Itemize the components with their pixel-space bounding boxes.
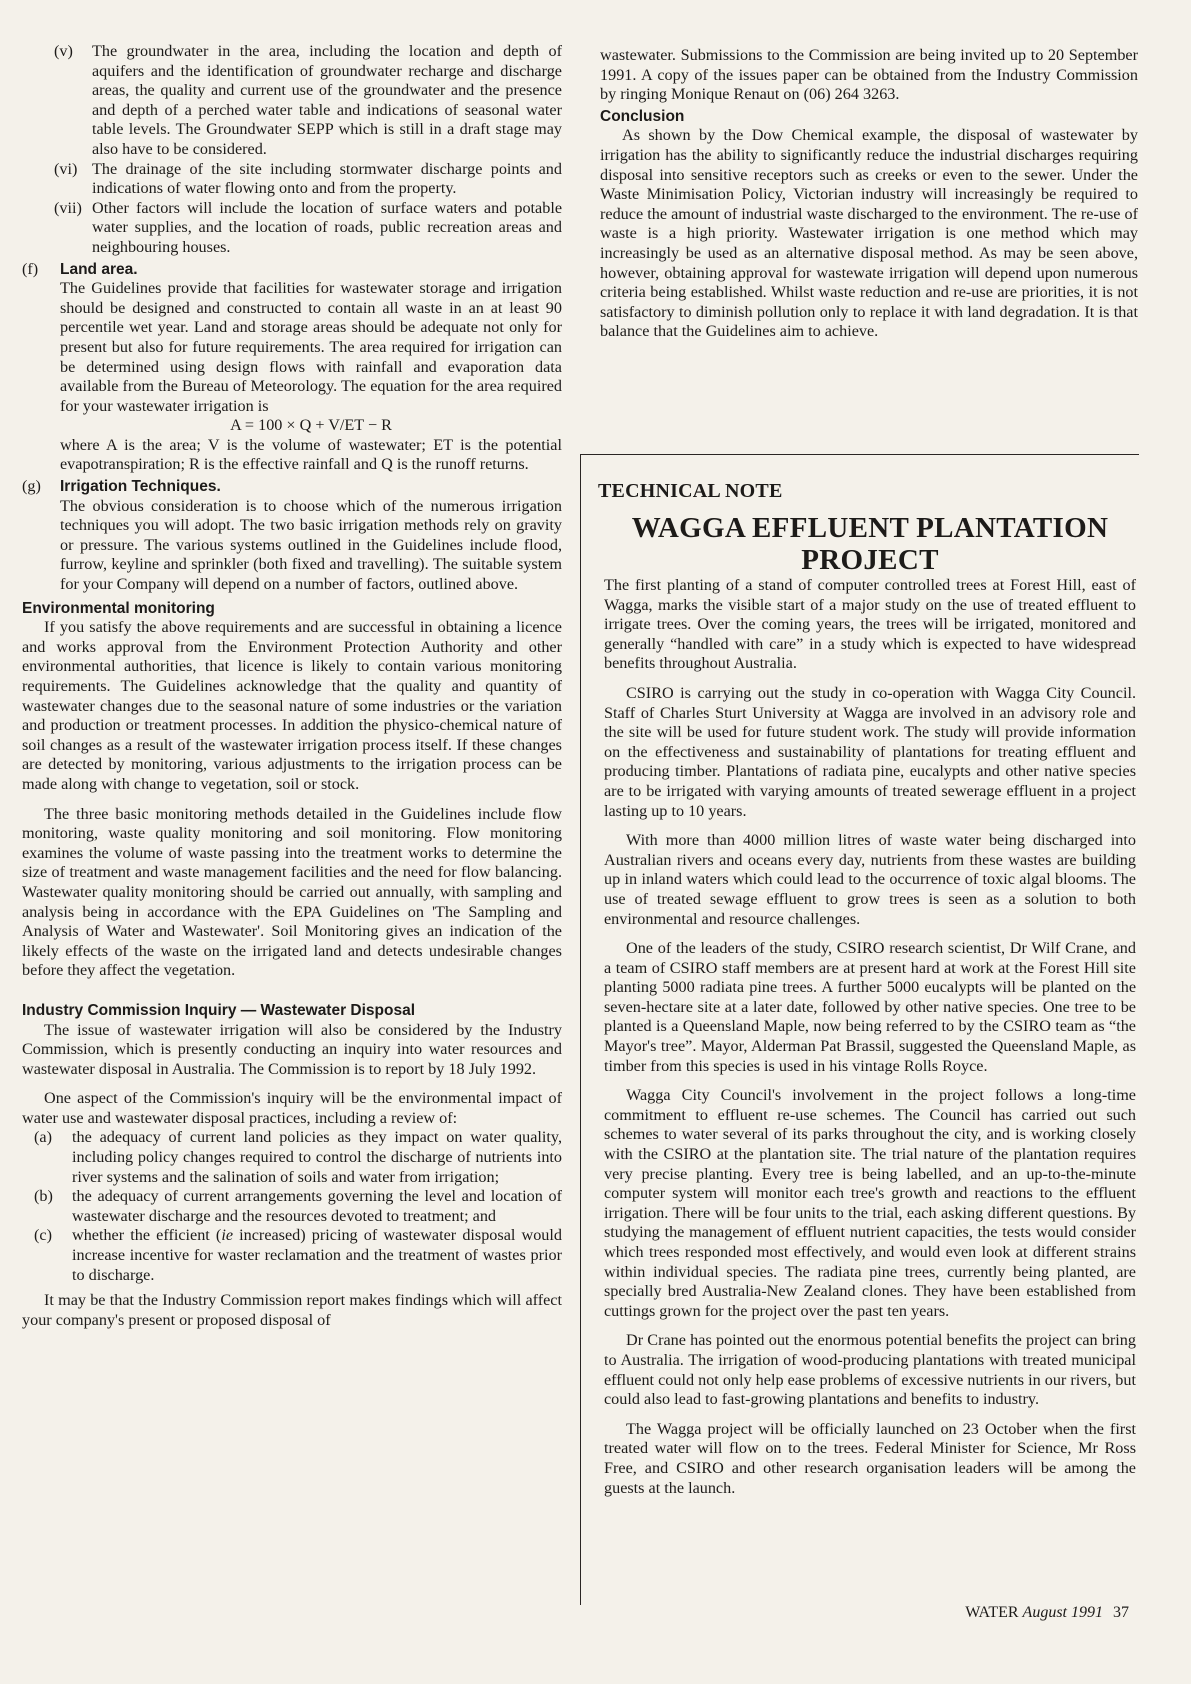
page-footer	[965, 1604, 1129, 1622]
list-text: The drainage of the site including stormwater discharge points and indications of water flowing onto and from the property.	[92, 159, 562, 198]
paragraph: The obvious consideration is to choose which of the numerous irrigation techniques you will adopt. The two basic irrigation methods rely on gravity or pressure. The various systems outlined in the Guidelines include flood, furrow, keyline and sprinkler (both fixed and travelling). The suitable system for your Company will depend on a number of factors, outlined above.	[60, 496, 562, 594]
paragraph: The Guidelines provide that facilities for wastewater storage and irrigation should be designed and constructed to contain all waste in an at least 90 percentile wet year. Land and storage areas should be adequate not only for present but also for future requirements. The area required for irrigation can be determined using design flows with rainfall and evaporation data available from the Bureau of Meteorology. The equation for the area required for your wastewater irrigation is	[60, 279, 562, 415]
technical-note-body	[604, 576, 1136, 1498]
review-item-b	[34, 1187, 562, 1226]
section-heading: Land area.	[60, 260, 138, 278]
paragraph: As shown by the Dow Chemical example, the disposal of wastewater by irrigation has the ability to significantly reduce the industrial discharges requiring disposal into sensitive receptors such as creeks or even to the sewer. Under the Waste Minimisation Policy, Victorian industry will increasingly be required to reduce the amount of industrial waste discharged to the environment. The re-use of waste is a high priority. Wastewater irrigation is one method which may increasingly be used as an alternative disposal method. As may be seen above, however, obtaining approval for wastewate irrigation will depend upon numerous criteria being established. Whilst waste reduction and re-use are priorities, it is not satisfactory to diminish pollution only to replace it with land degradation. It is that balance that the Guidelines aim to achieve.	[600, 126, 1138, 341]
review-item-c	[34, 1226, 562, 1285]
list-text: the adequacy of current arrangements governing the level and location of wastewater discharge and the resources devoted to treatment; and	[72, 1187, 562, 1225]
paragraph: One aspect of the Commission's inquiry will be the environmental impact of water use and wastewater disposal practices, including a review of:	[22, 1089, 562, 1127]
paragraph: If you satisfy the above requirements and are successful in obtaining a licence and works approval from the Environment Protection Authority and other environmental authorities, that licence is likely to contain various monitoring requirements. The Guidelines acknowledge that the quality and quantity of wastewater changes due to the seasonal nature of some industries or the variation and production or treatment processes. In addition the physico-chemical nature of soil changes as a result of the wastewater irrigation process itself. If these changes are detected by monitoring, various adjustments to the irrigation process can be made along with change to vegetation, soil or stock.	[22, 618, 562, 793]
paragraph: It may be that the Industry Commission report makes findings which will affect your company's present or proposed disposal of	[22, 1291, 562, 1329]
paragraph: The Wagga project will be officially launched on 23 October when the first treated water will flow on to the trees. Federal Minister for Science, Mr Ross Free, and CSIRO and other research organisation leaders will be among the guests at the launch.	[604, 1419, 1136, 1497]
list-text: the adequacy of current land policies as they impact on water quality, including policy changes required to control the discharge of nutrients into river systems and the salination of soils and water from irrigation;	[72, 1128, 562, 1186]
list-number: (vii)	[54, 198, 82, 217]
list-item-v	[54, 42, 562, 160]
conclusion-heading: Conclusion	[600, 107, 685, 125]
paragraph: One of the leaders of the study, CSIRO research scientist, Dr Wilf Crane, and a team of CSIRO staff members are at present hard at work at the Forest Hill site planting 5000 radiata pine trees. A further 5000 eucalypts will be planted on the seven-hectare site at a later date, followed by other native species. One tree to be planted is a Queensland Maple, now being referred to by the CSIRO team as “the Mayor's tree”. Mayor, Alderman Pat Brassil, suggested the Queensland Maple, as timber from this species is used in his vintage Rolls Royce.	[604, 939, 1136, 1075]
issue-date: August 1991	[1022, 1604, 1103, 1621]
article-title: WAGGA EFFLUENT PLANTATION PROJECT	[631, 512, 1109, 576]
list-item-vii	[54, 199, 562, 258]
paragraph: The first planting of a stand of computer controlled trees at Forest Hill, east of Wagga, marks the visible start of a major study on the use of treated effluent to irrigate trees. Over the coming years, the trees will be irrigated, monitored and generally “handled with care” in a study which is expected to have widespread benefits throughout Australia.	[604, 576, 1136, 673]
list-number: (vi)	[54, 159, 78, 178]
technical-note-label: TECHNICAL NOTE	[598, 480, 783, 502]
section-f-land-area	[22, 260, 562, 476]
page-number: 37	[1113, 1604, 1129, 1621]
paragraph: where A is the area; V is the volume of wastewater; ET is the potential evapotranspiration; R is the effective rainfall and Q is the runoff returns.	[60, 435, 562, 474]
paragraph: With more than 4000 million litres of waste water being discharged into Australian rivers and oceans every day, nutrients from these wastes are building up in inland waters which could lead to the occurrence of toxic algal blooms. The use of treated sewage effluent to grow trees is seen as a solution to both environmental and resource challenges.	[604, 831, 1136, 928]
list-letter: (b)	[34, 1187, 53, 1206]
paragraph: Dr Crane has pointed out the enormous potential benefits the project can bring to Australia. The irrigation of wood-producing plantations with treated municipal effluent could not only help ease problems of excessive nutrients in our rivers, but could also lead to fast-growing plantations and benefits to industry.	[604, 1331, 1136, 1409]
paragraph: wastewater. Submissions to the Commission are being invited up to 20 September 1991. A copy of the issues paper can be obtained from the Industry Commission by ringing Monique Renaut on (06) 264 3263.	[600, 46, 1138, 104]
area-equation: A = 100 × Q + V/ET − R	[230, 416, 392, 435]
list-letter: (c)	[34, 1226, 52, 1245]
paragraph: CSIRO is carrying out the study in co-operation with Wagga City Council. Staff of Charles Sturt University at Wagga are involved in an advisory role and the site will be used for future student work. The study will provide information on the effectiveness and sustainability of plantations for treating effluent and producing timber. Plantations of radiata pine, eucalypts and other native species are to be irrigated with varying amounts of treated sewerage effluent in a project lasting up to 10 years.	[604, 683, 1136, 820]
list-item-vi	[54, 160, 562, 199]
review-item-a	[34, 1128, 562, 1187]
right-column	[600, 46, 1138, 342]
list-number: (v)	[54, 42, 73, 60]
section-heading: Irrigation Techniques.	[60, 478, 221, 496]
section-g-irrigation-techniques	[22, 477, 562, 595]
paragraph: Wagga City Council's involvement in the project follows a long-time commitment to effluent re-use schemes. The Council has carried out such schemes to water several of its parks throughout the city, and is working closely with the CSIRO at the plantation site. The trial nature of the plantation requires very precise planting. Every tree is being labelled, and an up-to-the-minute computer system will monitor each tree's growth and reactions to the effluent irrigation. There will be four units to the trial, each asking different questions. By studying the management of effluent nutrient capacities, the tests would consider which trees responded most effectively, and would even look at different strains within individual species. The radiata pine trees, currently being planted, are specially bred Australia-New Zealand clones. They have been established from cuttings grown for the project over the past ten years.	[604, 1086, 1136, 1320]
section-letter: (f)	[22, 259, 39, 278]
list-letter: (a)	[34, 1128, 52, 1147]
section-letter: (g)	[22, 477, 41, 496]
list-text: The groundwater in the area, including the location and depth of aquifers and the identification of groundwater recharge and discharge areas, the quality and current use of the groundwater and the presence and depth of a perched water table and indications of seasonal water table levels. The Groundwater SEPP which is still in a draft stage may also have to be considered.	[92, 42, 562, 158]
list-text: Other factors will include the location of surface waters and potable water supplies, and the location of roads, public recreation areas and neighbouring houses.	[92, 198, 562, 256]
industry-commission-heading: Industry Commission Inquiry — Wastewater Disposal	[22, 1001, 416, 1019]
paragraph: The issue of wastewater irrigation will also be considered by the Industry Commission, which is presently conducting an inquiry into water resources and wastewater disposal in Australia. The Commission is to report by 18 July 1992.	[22, 1020, 562, 1078]
environmental-monitoring-heading: Environmental monitoring	[22, 599, 215, 617]
list-text: whether the efficient (ie increased) pricing of wastewater disposal would increase incentive for waster reclamation and the treatment of wastes prior to discharge.	[72, 1226, 562, 1284]
left-column	[22, 42, 562, 1330]
magazine-name: WATER	[965, 1604, 1019, 1621]
paragraph: The three basic monitoring methods detailed in the Guidelines include flow monitoring, waste quality monitoring and soil monitoring. Flow monitoring examines the volume of waste passing into the treatment works to determine the size of treatment and waste management facilities and the need for flow balancing. Wastewater quality monitoring should be carried out annually, with sampling and analysis being in accordance with the EPA Guidelines on 'The Sampling and Analysis of Water and Wastewater'. Soil Monitoring gives an indication of the likely effects of the waste on the irrigated land and detects undesirable changes before they affect the vegetation.	[22, 804, 562, 980]
